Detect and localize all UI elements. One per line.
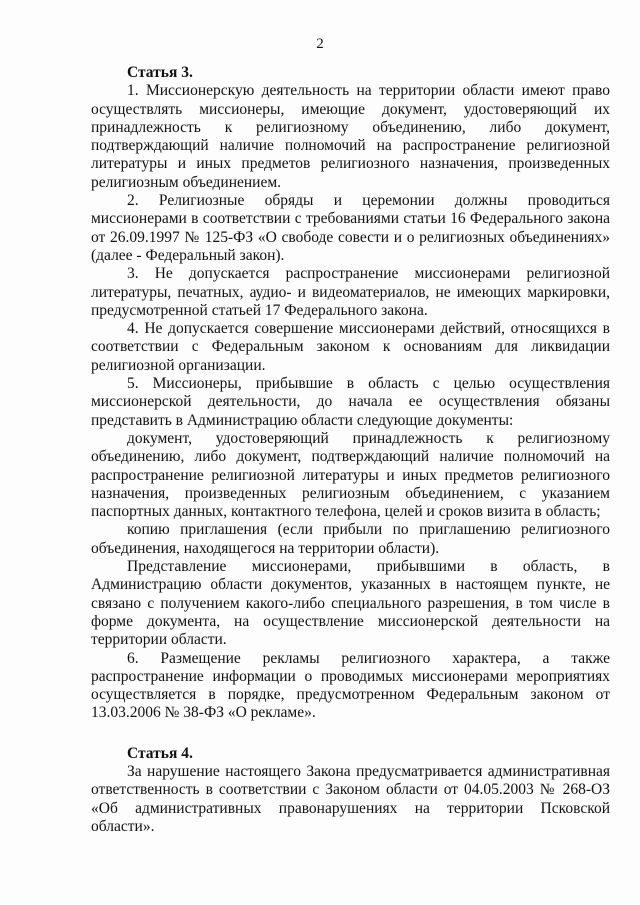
article-3-paragraph-1: 1. Миссионерскую деятельность на территории области имеют право осуществлять миссионеры, имеющие документ, удостоверяющий их принадлежность к религиозному объединению, либо документ, подтверждающий наличие полномочий на распространение религиозной литературы и иных предметов религиозного назначения, произведенных религиозным объединением.: [91, 82, 610, 191]
article-3-paragraph-5: 5. Миссионеры, прибывшие в область с целью осуществления миссионерской деятельности, до начала ее осуществления обязаны представить в Администрацию области следующие документы:: [91, 375, 610, 429]
article-3-paragraph-5-note: Представление миссионерами, прибывшими в область, в Администрацию области документов, указанных в настоящем пункте, не связано с получением какого-либо специального разрешения, в том числе в форме документа, на осуществление миссионерской деятельности на территории области.: [91, 558, 610, 649]
section-spacer: [91, 723, 610, 745]
page-number: 2: [316, 36, 324, 52]
article-3-paragraph-6: 6. Размещение рекламы религиозного характера, а также распространение информации о проводимых миссионерами мероприятиях осуществляется в порядке, предусмотренном Федеральным законом от 13.03.2006 № 38-ФЗ «О рекламе».: [91, 649, 610, 722]
document-body: [91, 64, 610, 836]
article-4-heading: Статья 4.: [127, 744, 193, 762]
article-3-paragraph-2: 2. Религиозные обряды и церемонии должны проводиться миссионерами в соответствии с требованиями статьи 16 Федерального закона от 26.09.1997 № 125-ФЗ «О свободе совести и о религиозных объединениях» (далее - Федеральный закон).: [91, 192, 610, 264]
article-4-paragraph-1: За нарушение настоящего Закона предусматривается административная ответственность в соответствии с Законом области от 04.05.2003 № 268-ОЗ «Об административных правонарушениях на территории Псковской области».: [91, 762, 610, 835]
article-3-paragraph-5-item-invitation: копию приглашения (если прибыли по приглашению религиозного объединения, находящегося на территории области).: [91, 521, 610, 557]
article-3-heading: Статья 3.: [127, 64, 193, 81]
article-3-paragraph-4: 4. Не допускается совершение миссионерами действий, относящихся в соответствии с Федеральным законом к основаниям для ликвидации религиозной организации.: [91, 320, 610, 374]
article-3-paragraph-3: 3. Не допускается распространение миссионерами религиозной литературы, печатных, аудио- и видеоматериалов, не имеющих маркировки, предусмотренной статьей 17 Федерального закона.: [91, 265, 610, 319]
article-3-paragraph-5-item-document: документ, удостоверяющий принадлежность к религиозному объединению, либо документ, подтверждающий наличие полномочий на распространение религиозной литературы и иных предметов религиозного назначения, произведенных религиозным объединением, с указанием паспортных данных, контактного телефона, целей и сроков визита в область;: [91, 429, 610, 521]
